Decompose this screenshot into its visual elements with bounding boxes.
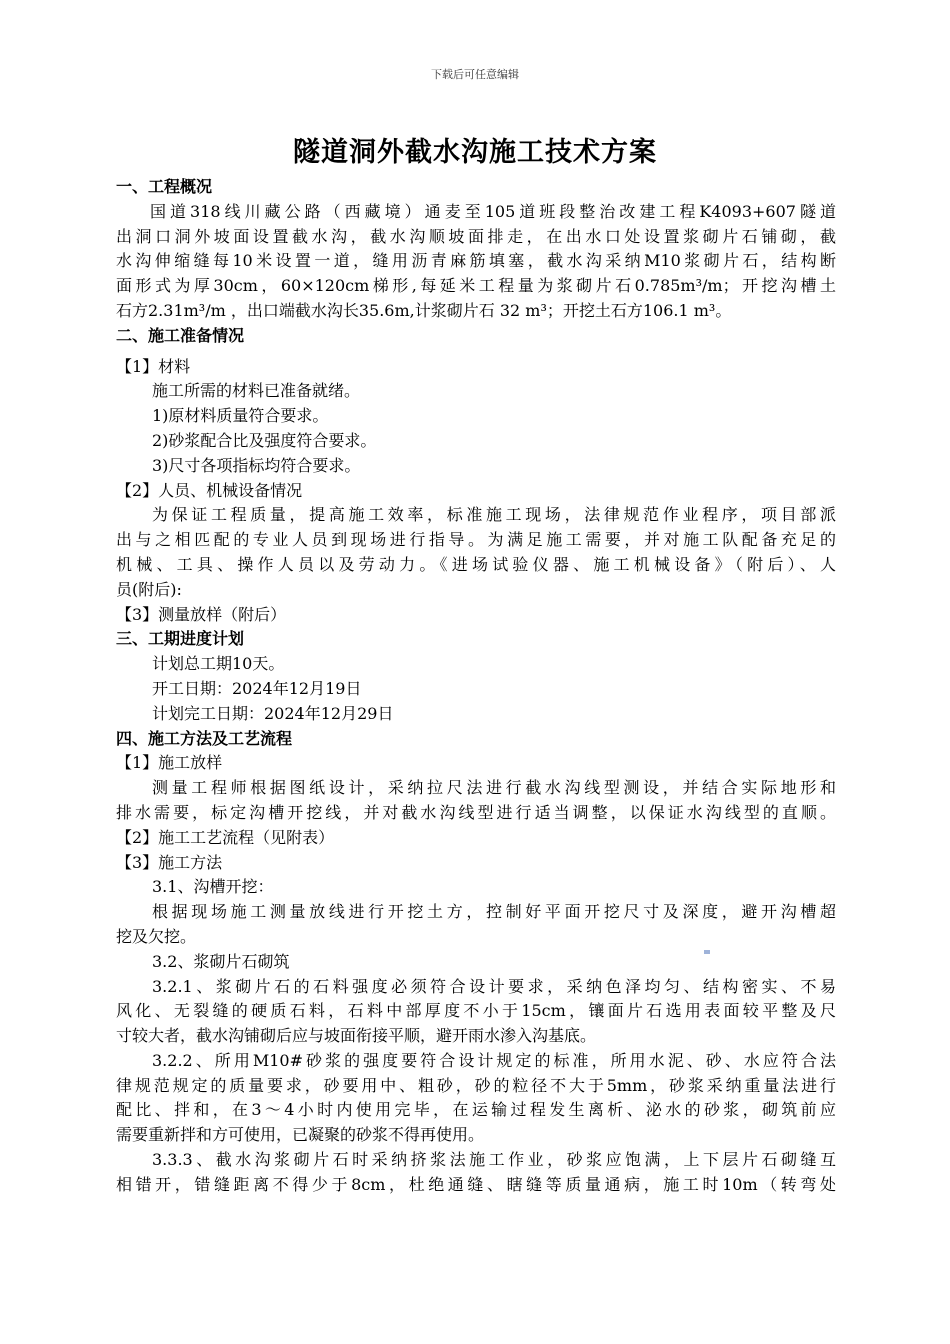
paragraph-line: 【1】材料 <box>116 356 191 376</box>
paragraph-line: 【3】施工方法 <box>116 852 223 872</box>
paragraph-line: 石方2.31m³/m ，出口端截水沟长35.6m,计浆砌片石 32 m³；开挖土石方106.1 m³。 <box>116 300 732 320</box>
paragraph-line: 【2】施工工艺流程（见附表） <box>116 827 335 847</box>
paragraph-line: 3.1、沟槽开挖： <box>152 877 274 897</box>
paragraph-line: 出与之相匹配的专业人员到现场进行指导。为满足施工需要，并对施工队配备充足的 <box>116 530 836 550</box>
paragraph-line: 计划完工日期：2024年12月29日 <box>152 703 394 723</box>
paragraph-line: 需要重新拌和方可使用，已凝聚的砂浆不得再使用。 <box>116 1125 485 1145</box>
paragraph-line: 开工日期：2024年12月19日 <box>152 678 362 698</box>
paragraph-line: 【3】测量放样（附后） <box>116 604 287 624</box>
paragraph-line: 测量工程师根据图纸设计，采纳拉尺法进行截水沟线型测设，并结合实际地形和 <box>152 778 836 798</box>
paragraph-line: 3.3.3、截水沟浆砌片石时采纳挤浆法施工作业，砂浆应饱满，上下层片石砌缝互 <box>152 1150 836 1170</box>
paragraph-line: 面形式为厚30cm，60×120cm梯形,每延米工程量为浆砌片石0.785m³/m；开挖沟槽土 <box>116 276 836 296</box>
small-link-mark <box>704 950 710 954</box>
paragraph-line: 出洞口洞外坡面设置截水沟，截水沟顺坡面排走，在出水口处设置浆砌片石铺砌，截 <box>116 226 836 246</box>
paragraph-line: 【1】施工放样 <box>116 753 223 773</box>
section-heading: 二、施工准备情况 <box>116 325 245 345</box>
paragraph-line: 国道318线川藏公路（西藏境）通麦至105道班段整治改建工程K4093+607隧道 <box>150 201 836 221</box>
paragraph-line: 计划总工期10天。 <box>152 654 285 674</box>
document-title: 隧道洞外截水沟施工技术方案 <box>293 137 657 168</box>
paragraph-line: 风化、无裂缝的硬质石料，石料中部厚度不小于15cm，镶面片石选用表面较平整及尺 <box>116 1001 836 1021</box>
paragraph-line: 为保证工程质量，提高施工效率，标准施工现场，法律规范作业程序，项目部派 <box>152 505 836 525</box>
paragraph-line: 挖及欠挖。 <box>116 926 197 946</box>
paragraph-line: 机械、工具、操作人员以及劳动力。《进场试验仪器、施工机械设备》（附后）、人 <box>116 554 836 574</box>
paragraph-line: 3.2.1、浆砌片石的石料强度必须符合设计要求，采纳色泽均匀、结构密实、不易 <box>152 976 836 996</box>
section-heading: 四、施工方法及工艺流程 <box>116 728 293 748</box>
paragraph-line: 【2】人员、机械设备情况 <box>116 480 303 500</box>
paragraph-line: 律规范规定的质量要求，砂要用中、粗砂，砂的粒径不大于5mm，砂浆采纳重量法进行 <box>116 1075 836 1095</box>
paragraph-line: 相错开，错缝距离不得少于8cm，杜绝通缝、瞎缝等质量通病，施工时10m（转弯处 <box>116 1174 836 1194</box>
header-note: 下载后可任意编辑 <box>431 68 519 81</box>
paragraph-line: 3.2.2、所用M10#砂浆的强度要符合设计规定的标准，所用水泥、砂、水应符合法 <box>152 1050 836 1070</box>
paragraph-line: 水沟伸缩缝每10米设置一道，缝用沥青麻筋填塞，截水沟采纳M10浆砌片石，结构断 <box>116 251 836 271</box>
paragraph-line: 寸较大者，截水沟铺砌后应与坡面衔接平顺，避开雨水渗入沟基底。 <box>116 1026 597 1046</box>
document-body <box>116 175 836 1198</box>
paragraph-line: 排水需要，标定沟槽开挖线，并对截水沟线型进行适当调整，以保证水沟线型的直顺。 <box>116 802 836 822</box>
paragraph-line: 1)原材料质量符合要求。 <box>152 406 329 426</box>
paragraph-line: 根据现场施工测量放线进行开挖土方，控制好平面开挖尺寸及深度，避开沟槽超 <box>152 902 836 922</box>
section-heading: 一、工程概况 <box>116 177 213 196</box>
paragraph-line: 配比、拌和，在3～4小时内使用完毕，在运输过程发生离析、泌水的砂浆，砌筑前应 <box>116 1100 836 1120</box>
paragraph-line: 2)砂浆配合比及强度符合要求。 <box>152 430 377 450</box>
section-heading: 三、工期进度计划 <box>116 629 245 649</box>
paragraph-line: 施工所需的材料已准备就绪。 <box>152 381 361 401</box>
paragraph-line: 3.2、浆砌片石砌筑 <box>152 951 290 971</box>
paragraph-line: 3)尺寸各项指标均符合要求。 <box>152 455 361 475</box>
paragraph-line: 员(附后): <box>116 579 182 599</box>
